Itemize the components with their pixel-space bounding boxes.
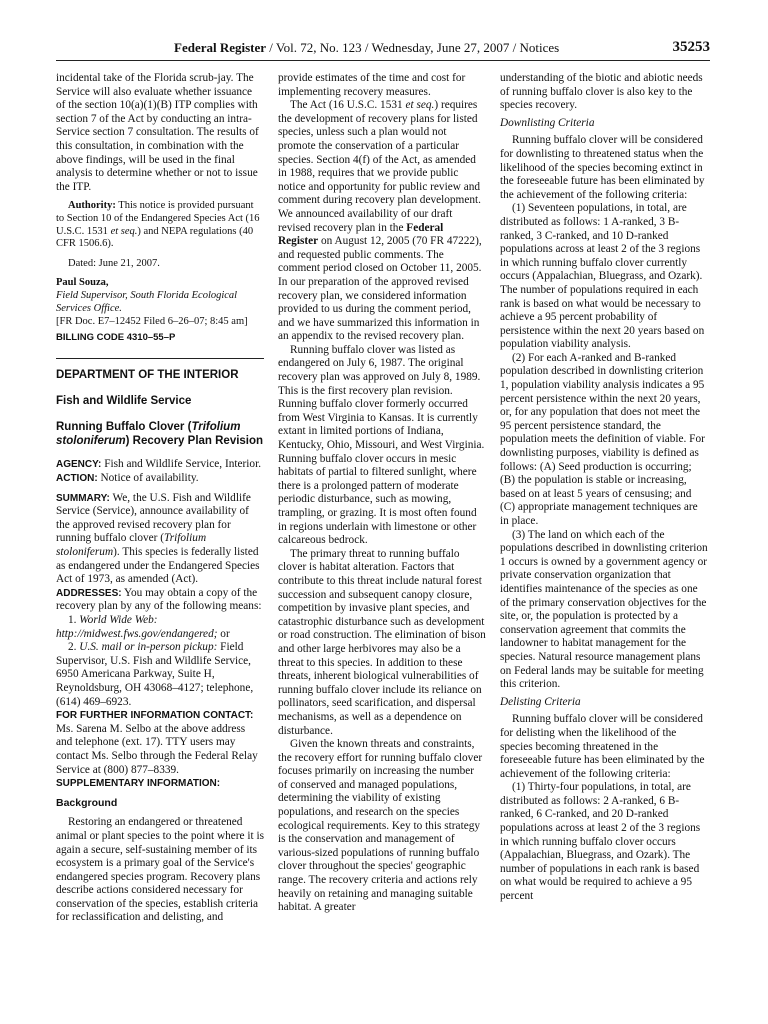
paragraph: Running buffalo clover was listed as endangered on July 6, 1987. The original recovery plan was approved on July 8, 1989. This is the first recovery plan revision. Running buffalo clover formerly occurred from West Virginia to Kansas. It is currently extant in limited portions of Indiana, Kentucky, Ohio, Missouri, and West Virginia. Running buffalo clover occurs in mesic habitats of partial to filtered sunlight, where there is a prolonged pattern of moderate periodic disturbance, such as mowing, trampling, or grazing. It is most often found in regions underlain with limestone or other calcareous bedrock. (278, 343, 485, 547)
agency-label: AGENCY: (56, 459, 102, 471)
document-title (56, 420, 264, 448)
paragraph: provide estimates of the time and cost for implementing recovery measures. (278, 72, 466, 98)
journal-name: Federal Register (174, 40, 267, 55)
agency-text: Fish and Wildlife Service, Interior. (101, 458, 262, 471)
summary-scientific-name: Trifolium stoloniferum (56, 532, 207, 559)
list-number: 1. (68, 614, 80, 626)
page-number: 35253 (672, 39, 710, 55)
list-connector: or (217, 627, 230, 640)
paragraph: The primary threat to running buffalo clover is habitat alteration. Factors that contribute to this threat include natural forest succession and subsequent canopy closure, competition by invasive plant species, and catastrophic disturbance such as development or road construction. The elimination of bison and other large herbivores may also be a threat to this species. In addition to these threats, inherent biological vulnerabilities of running buffalo clover include its reliance on pollinators, seed scarification, and dispersal mechanisms, as well as a dependence on disturbance. (278, 547, 486, 737)
criterion-item: (3) The land on which each of the populations described in downlisting criterion 1 occurs is owned by a government agency or private conservation organization that identifies maintenance of the species as one of the primary conservation objectives for the site, or, the population is protected by a conservation agreement that commits the landowner to habitat management for the species. Natural resource management plans on Federal lands may be suitable for meeting this criterion. (500, 528, 708, 691)
authority-label: Authority: (68, 200, 116, 212)
addresses-label: ADDRESSES: (56, 587, 122, 599)
authority-text: This notice is provided pursuant to Section 10 of the Endangered Species Act (16 U.S.C. 1531 (56, 200, 260, 237)
agency-heading: Fish and Wildlife Service (56, 394, 192, 407)
web-address-link[interactable]: World Wide Web: http://midwest.fws.gov/endangered; (56, 614, 218, 640)
column-3 (500, 72, 708, 904)
criterion-item: (2) For each A-ranked and B-ranked population described in downlisting criterion 1, population viability analysis indicates a 95 percent persistence within the next 20 years, or, for any population that does not meet the 95 percent persistence standard, the population meets the definition of viable. For downlisting purposes, viability is defined as follows: (A) Seed production is occurring; (B) the population is stable or increasing, based on at least 5 years of censusing; and (C) appropriate management techniques are in place. (500, 351, 705, 527)
background-heading: Background (56, 796, 118, 809)
agency-line (56, 458, 264, 472)
title-text: Running Buffalo Clover ( (56, 421, 192, 434)
address-item-mail (56, 641, 264, 709)
supplementary-label: SUPPLEMENTARY INFORMATION: (56, 778, 221, 790)
department-heading: DEPARTMENT OF THE INTERIOR (56, 369, 239, 382)
title-scientific-name: Trifolium stoloniferum (56, 421, 241, 448)
fr-doc-line: [FR Doc. E7–12452 Filed 6–26–07; 8:45 am] (56, 316, 248, 328)
action-line (56, 472, 264, 486)
mail-address: Field Supervisor, U.S. Fish and Wildlife Service, 6950 Americana Parkway, Suite H, Reynoldsburg, OH 43068–4127; telephone, (614) 469–6923. (56, 641, 254, 708)
act-et-seq: et seq. (405, 99, 435, 112)
billing-code: BILLING CODE 4310–55–P (56, 331, 176, 343)
paragraph: incidental take of the Florida scrub-jay. The Service will also evaluate whether issuance of the section 10(a)(1)(B) ITP complies with section 7 of the Act by conducting an intra-Service section 7 consultation. The results of this consultation, in combination with the above findings, will be used in the final analysis to determine whether or not to issue the ITP. (56, 72, 259, 193)
contact-paragraph (56, 709, 264, 777)
column-2 (278, 72, 486, 915)
act-text-end: on August 12, 2005 (70 FR 47222), and requested public comments. The comment period closed on October 11, 2005. In our preparation of the approved revised recovery plan, we considered information provided to us during the comment period, and we have summarized this information in an appendix to the revised recovery plan. (278, 235, 482, 343)
section-divider (56, 358, 264, 359)
action-label: ACTION: (56, 473, 98, 485)
running-header (56, 40, 710, 61)
dated-line: Dated: June 21, 2007. (68, 257, 160, 269)
issue-info: / Vol. 72, No. 123 / Wednesday, June 27, 2007 / Notices (266, 40, 560, 55)
paragraph: Running buffalo clover will be considered for downlisting to threatened status when the likelihood of the species becoming extinct in the foreseeable future has been eliminated by the achievement of the following criteria: (500, 134, 705, 201)
title-text-end: ) Recovery Plan Revision (125, 435, 264, 448)
authority-text-end: ) and NEPA regulations (40 CFR 1506.6). (56, 225, 254, 250)
authority-et-seq: et seq. (110, 225, 138, 237)
criterion-item: (1) Seventeen populations, in total, are distributed as follows: 1 A-ranked, 3 B-ranked, 3 C-ranked, and 10 D-ranked populations across at least 2 of the 3 regions in which running buffalo clover currently occurs (Appalachian, Bluegrass, and Ozark). The number of populations required in each rank is based on what would be necessary to achieve a 95 percent probability of persistence within the next 20 years based on population viability analysis. (500, 202, 705, 351)
contact-label: FOR FURTHER INFORMATION CONTACT: (56, 710, 254, 722)
paragraph: Given the known threats and constraints, the recovery effort for running buffalo clover focuses primarily on increasing the number of conserved and managed populations, determining the viability of existing populations, and research on the species ecological requirements. Key to this strategy is the conservation and management of various-sized populations of running buffalo clover throughout the species' geographic range. The recovery criteria and actions rely heavily on retaining and managing suitable habitat. A greater (278, 738, 483, 914)
addresses-paragraph (56, 587, 264, 614)
summary-text-end: ). This species is federally listed as endangered under the Endangered Species Act of 1973, as amended (Act). (56, 546, 260, 586)
column-1 (56, 72, 264, 925)
address-item-web (56, 614, 264, 641)
paragraph: understanding of the biotic and abiotic needs of running buffalo clover is also key to the species recovery. (500, 72, 703, 112)
summary-text: We, the U.S. Fish and Wildlife Service (Service), announce availability of the approved revised recovery plan for running buffalo clover ( (56, 491, 251, 545)
action-text: Notice of availability. (97, 472, 199, 485)
criterion-item: (1) Thirty-four populations, in total, are distributed as follows: 2 A-ranked, 6 B-ranked, 6 C-ranked, and 20 D-ranked populations across at least 2 of the 3 regions in which running buffalo clover occurs (Appalachian, Bluegrass, and Ozark). The number of populations in each rank is based on what would be required to achieve a 95 percent (500, 781, 701, 903)
summary-paragraph (56, 492, 264, 587)
delisting-heading: Delisting Criteria (500, 695, 581, 708)
summary-label: SUMMARY: (56, 492, 110, 504)
act-text: The Act (16 U.S.C. 1531 (290, 99, 406, 112)
contact-text: Ms. Sarena M. Selbo at the above address and telephone (ext. 17). TTY users may contact Ms. Selbo through the Federal Relay Service at (800) 877–8339. (56, 722, 258, 776)
background-paragraph: Restoring an endangered or threatened animal or plant species to the point where it is again a secure, self-sustaining member of its ecosystem is a primary goal of the Service's endangered species program. Recovery plans describe actions considered necessary for conservation of the species, establish criteria for reclassification and delisting, and (56, 816, 264, 924)
downlisting-heading: Downlisting Criteria (500, 116, 595, 129)
paragraph: Running buffalo clover will be considered for delisting when the likelihood of the species becoming threatened in the foreseeable future has been eliminated by the achievement of the following criteria: (500, 713, 705, 780)
header-citation (174, 40, 559, 56)
addresses-text: You may obtain a copy of the recovery plan by any of the following means: (56, 586, 262, 613)
signer-name: Paul Souza, (56, 277, 109, 289)
signer-title: Field Supervisor, South Florida Ecological Services Office. (56, 289, 238, 314)
authority-paragraph (56, 200, 264, 250)
act-text-continued: ) requires the development of recovery plans for listed species, unless such a plan would not promote the conservation of a particular species. Section 4(f) of the Act, as amended in 1988, requires that we provide public notice and opportunity for public review and comment during recovery plan development. We announced availability of our draft revised recovery plan in the (278, 99, 481, 234)
federal-register-ref: Federal Register (278, 221, 444, 248)
mail-label: U.S. mail or in-person pickup: (79, 641, 218, 654)
act-paragraph (278, 99, 486, 344)
list-number: 2. (68, 641, 80, 654)
